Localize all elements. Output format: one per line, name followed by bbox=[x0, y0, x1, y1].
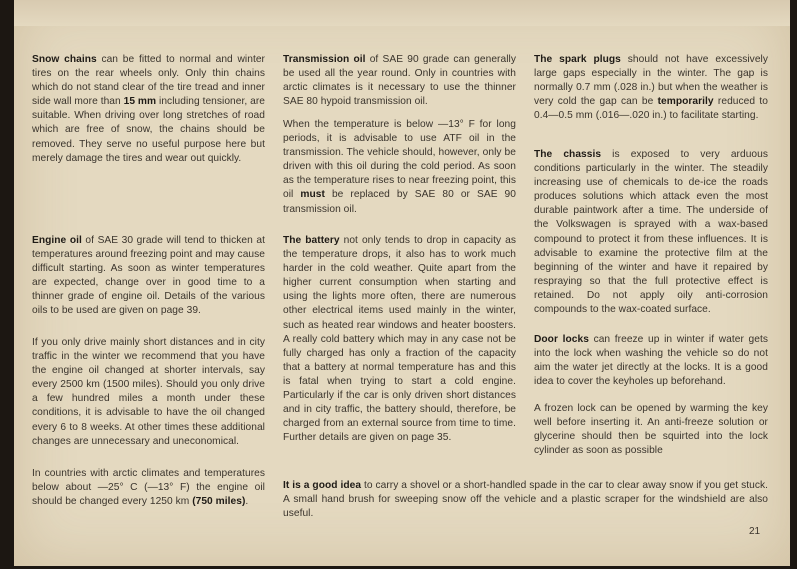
temperature-emphasis: must bbox=[300, 189, 325, 201]
door-locks-paragraph bbox=[534, 333, 768, 389]
battery-text: not only tends to drop in capacity as the temperature drops, it also has to work much harder in the cold weather. Quite apart from the higher current consumption when starting and using the lights more often, there are numerous other electrical items used mainly in the winter, such as heated rear windows and heater boosters. A really cold battery which may in any case not be fully charged has only a fraction of the capacity that a battery at normal temperature has and this is fatal when trying to start a cold engine. Particularly if the car is only driven short distances and in city traffic, the battery should, therefore, be charged from an external source from time to time. Further details are given on page 35. bbox=[283, 235, 516, 444]
good-idea-text: to carry a shovel or a short-handled spade in the car to clear away snow if you get stuck. A small hand brush for sweeping snow off the vehicle and a plastic scraper for the windshield are also useful. bbox=[283, 480, 768, 520]
arctic-emphasis: (750 miles) bbox=[192, 496, 246, 508]
spark-plugs-paragraph bbox=[534, 53, 768, 123]
chassis-heading: The chassis bbox=[534, 149, 602, 160]
spark-plugs-text: should not have excessively large gaps especially in the winter. The gap is normally 0.7 mm (.028 in.) but when the weather is very cold the gap can be bbox=[534, 54, 768, 108]
door-locks-text: can freeze up in winter if water gets into the lock when washing the vehicle so do not aim the water jet directly at the locks. It is a good idea to cover the keyholes up beforehand. bbox=[534, 334, 768, 388]
good-idea-heading: It is a good idea bbox=[283, 480, 362, 491]
good-idea-paragraph bbox=[283, 479, 768, 521]
door-locks-heading: Door locks bbox=[534, 334, 589, 345]
snow-chains-emphasis: 15 mm bbox=[123, 96, 157, 108]
frozen-lock-paragraph bbox=[534, 402, 768, 458]
temperature-text: When the temperature is below —13° F for long periods, it is advisable to use ATF oil in the transmission. The vehicle should, however, only be driven with this oil during the cold period. As soon as the temperature rises to near freezing point, this oil bbox=[283, 119, 516, 201]
frozen-lock-text: A frozen lock can be opened by warming the key well before inserting it. An anti-freeze solution or glycerine should then be squirted into the lock cylinder as soon as possible bbox=[534, 403, 768, 457]
spark-plugs-text-end: reduced to 0.4—0.5 mm (.016—.020 in.) to facilitate starting. bbox=[534, 96, 768, 122]
chassis-text: is exposed to very arduous conditions particularly in the winter. The steadily increasing use of chemicals to de-ice the roads produces solutions which attack even the most durable paintwork after a time. The underside of the Volkswagen is sprayed with a wax-based compound to protect it from these influences. It is advisable to examine the protective film at the beginning of the winter and have it repaired by respraying so that the full protective effect is retained. Do not apply oily anti-corrosion compounds to the wax-coated surface. bbox=[534, 149, 769, 316]
temperature-text-end: be replaced by SAE 80 or SAE 90 transmission oil. bbox=[283, 189, 516, 215]
chassis-paragraph bbox=[534, 148, 768, 317]
engine-oil-heading: Engine oil bbox=[32, 235, 82, 246]
arctic-paragraph bbox=[32, 467, 265, 509]
short-distances-paragraph bbox=[32, 336, 265, 449]
battery-heading: The battery bbox=[283, 235, 340, 246]
snow-chains-text-end: including tensioner, are suitable. When driving over long stretches of road which are free of snow, the chains should be removed. They serve no useful purpose here but merely damage the tires and wear out quickly. bbox=[32, 96, 265, 164]
page-number: 21 bbox=[749, 526, 761, 537]
short-distances-text: If you only drive mainly short distances and in city traffic in the winter we recommend that you have the engine oil changed at shorter intervals, say every 2500 km (1500 miles). Should you only drive a few hundred miles a month under these conditions, it is advisable to have the oil changed every 6 to 8 weeks. At other times these additional changes are unnecessary and uneconomical. bbox=[32, 337, 265, 447]
transmission-oil-paragraph bbox=[283, 53, 516, 109]
snow-chains-paragraph bbox=[32, 53, 265, 166]
engine-oil-text: of SAE 30 grade will tend to thicken at temperatures around freezing point and may cause difficult starting. As soon as winter temperatures are expected, change over in good time to a thinner grade of engine oil. Details of the various oils to be used are given on page 39. bbox=[32, 235, 265, 317]
arctic-text: In countries with arctic climates and temperatures below about —25° C (—13° F) the engine oil should be changed every 1250 km bbox=[32, 468, 265, 508]
engine-oil-paragraph bbox=[32, 234, 265, 319]
snow-chains-text: can be fitted to normal and winter tires on the rear wheels only. Only thin chains which do not stand clear of the tire tread and inner side wall more than bbox=[32, 54, 266, 108]
snow-chains-heading: Snow chains bbox=[32, 54, 97, 65]
transmission-oil-text: of SAE 90 grade can generally be used all the year round. Only in countries with arctic climates is it necessary to use the thinner SAE 80 hypoid transmission oil. bbox=[283, 54, 516, 108]
battery-paragraph bbox=[283, 234, 516, 445]
temperature-paragraph bbox=[283, 118, 516, 217]
page-top-edge bbox=[14, 0, 790, 26]
transmission-oil-heading: Transmission oil bbox=[283, 54, 366, 65]
arctic-text-end: . bbox=[245, 496, 249, 508]
spark-plugs-heading: The spark plugs bbox=[534, 54, 621, 65]
spark-plugs-emphasis: temporarily bbox=[657, 96, 714, 108]
